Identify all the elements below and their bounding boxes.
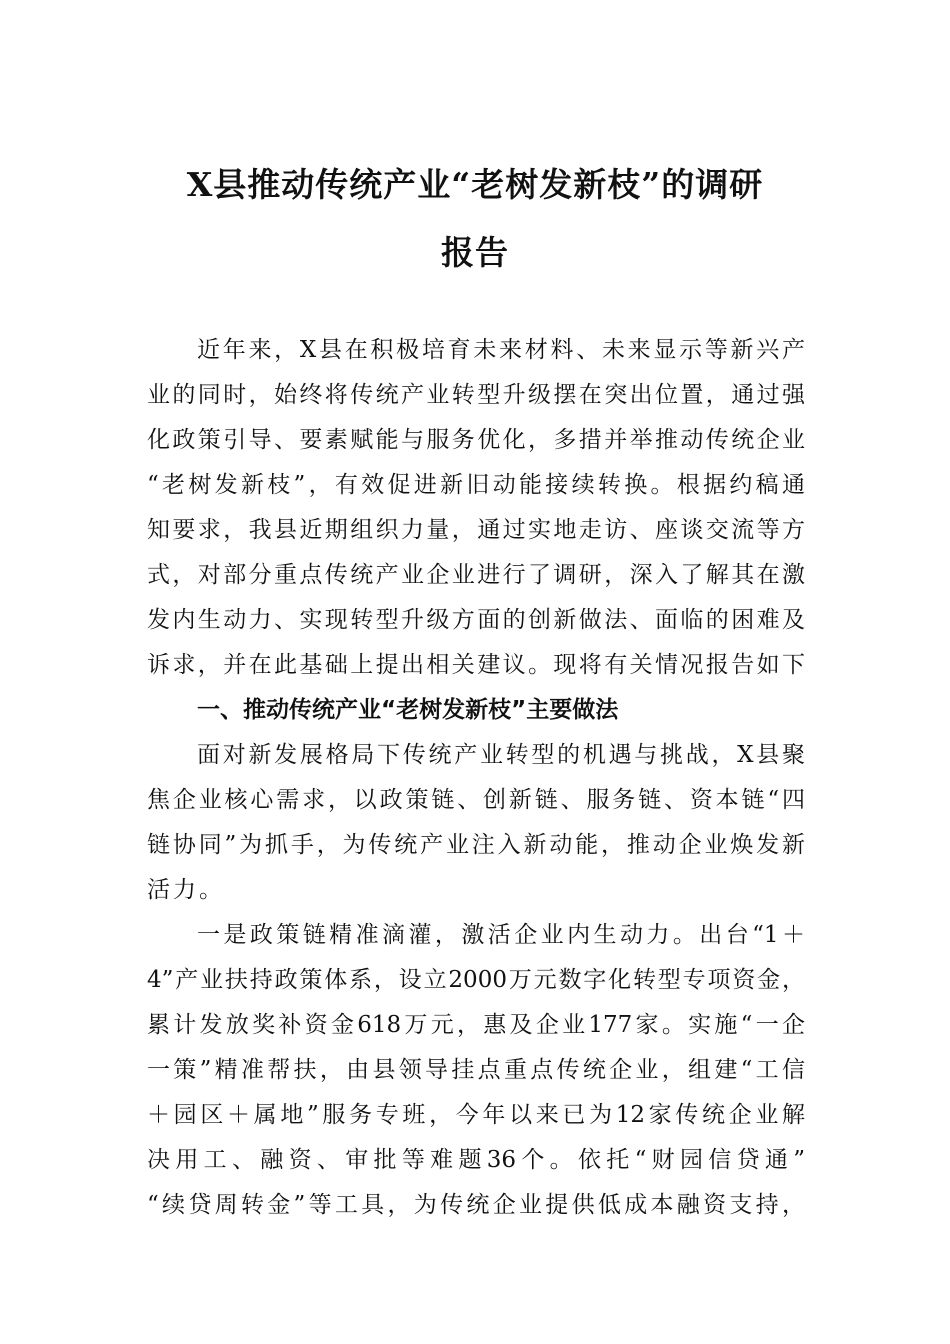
paragraph-policy-line: 一策”精准帮扶，由县领导挂点重点传统企业，组建“工信 [147, 1057, 805, 1083]
document-body [147, 328, 805, 1228]
document-title-line-2: 报告 [441, 233, 509, 272]
paragraph-intro-line: 化政策引导、要素赋能与服务优化，多措并举推动传统企业 [147, 427, 805, 453]
paragraph-intro-line: 式，对部分重点传统产业企业进行了调研，深入了解其在激 [147, 562, 805, 588]
document-title-line-1: X县推动传统产业“老树发新枝”的调研 [186, 165, 764, 204]
paragraph-intro-line: 业的同时，始终将传统产业转型升级摆在突出位置，通过强 [147, 382, 805, 408]
paragraph-policy-line: 累计发放奖补资金618万元，惠及企业177家。实施“一企 [147, 1012, 805, 1038]
paragraph-intro-line: “老树发新枝”，有效促进新旧动能接续转换。根据约稿通 [147, 472, 805, 498]
paragraph-intro-line: 诉求，并在此基础上提出相关建议。现将有关情况报告如下 [147, 652, 805, 678]
paragraph-overview-line: 活力。 [147, 877, 225, 903]
paragraph-overview-line: 面对新发展格局下传统产业转型的机遇与挑战，X县聚 [197, 742, 805, 768]
paragraph-intro-line: 发内生动力、实现转型升级方面的创新做法、面临的困难及 [147, 607, 805, 633]
paragraph-overview-line: 链协同”为抓手，为传统产业注入新动能，推动企业焕发新 [147, 832, 805, 858]
paragraph-policy-line: 4”产业扶持政策体系，设立2000万元数字化转型专项资金， [147, 967, 805, 993]
section-heading-1: 一、推动传统产业“老树发新枝”主要做法 [197, 697, 619, 723]
paragraph-overview-line: 焦企业核心需求，以政策链、创新链、服务链、资本链“四 [147, 787, 805, 813]
paragraph-policy-line: 决用工、融资、审批等难题36个。依托“财园信贷通” [147, 1147, 805, 1173]
paragraph-intro-line: 近年来，X县在积极培育未来材料、未来显示等新兴产 [197, 337, 805, 363]
paragraph-policy-line: “续贷周转金”等工具，为传统企业提供低成本融资支持， [147, 1192, 805, 1218]
paragraph-intro-line: 知要求，我县近期组织力量，通过实地走访、座谈交流等方 [147, 517, 805, 543]
paragraph-policy-line: 一是政策链精准滴灌，激活企业内生动力。出台“1＋ [197, 922, 805, 948]
paragraph-policy-line: ＋园区＋属地”服务专班，今年以来已为12家传统企业解 [147, 1102, 805, 1128]
